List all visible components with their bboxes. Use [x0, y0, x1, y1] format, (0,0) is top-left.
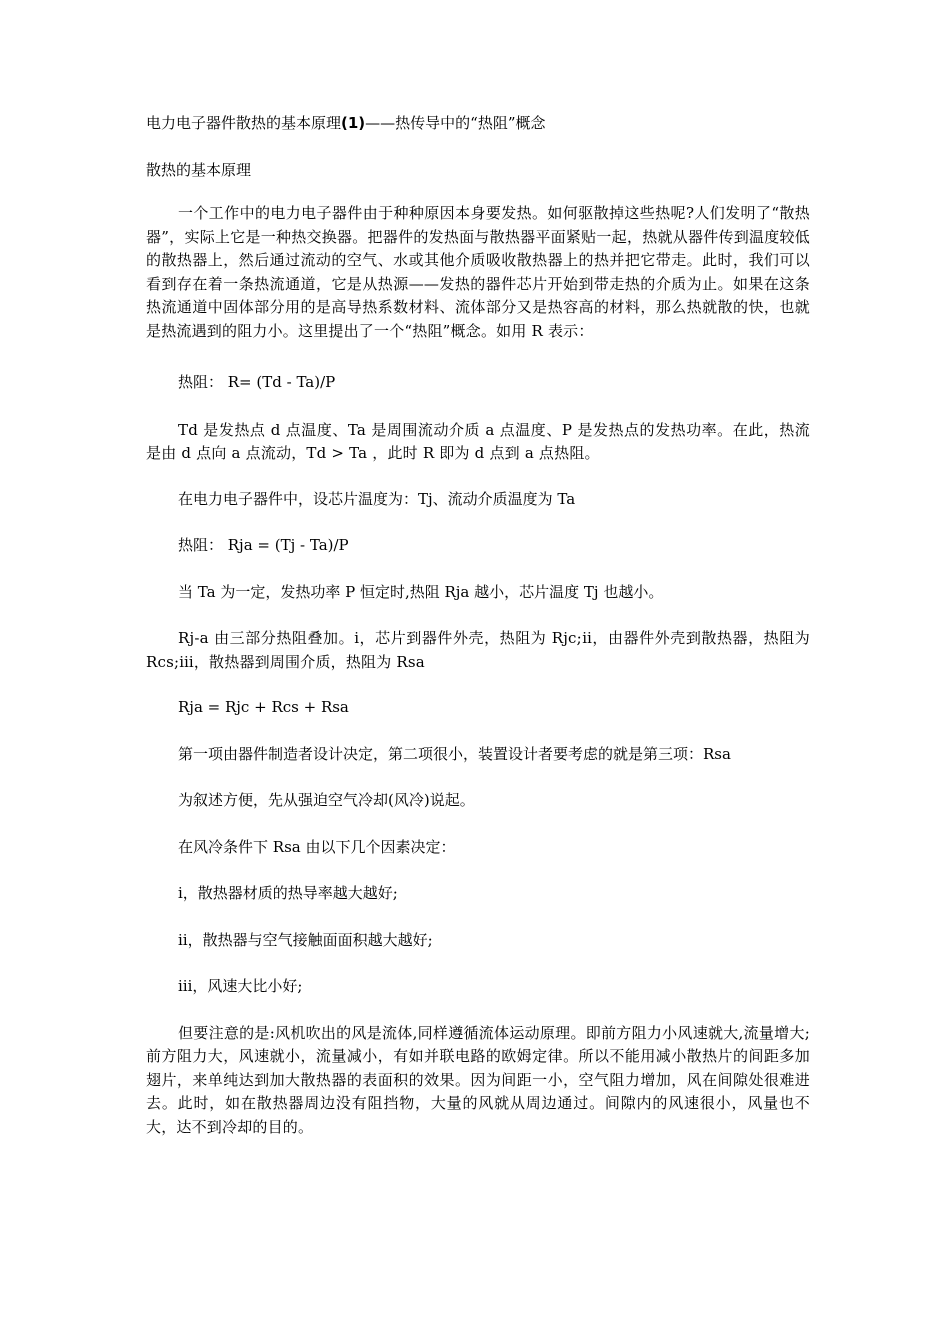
title-number: (1) [341, 114, 366, 132]
formula-thermal-resistance: 热阻： R= (Td - Ta)/P [178, 373, 336, 391]
paragraph-rja-relation: 当 Ta 为一定，发热功率 P 恒定时,热阻 Rja 越小，芯片温度 Tj 也越小。 [178, 582, 664, 601]
paragraph-factors: 在风冷条件下 Rsa 由以下几个因素决定： [178, 837, 456, 856]
document-title [146, 112, 810, 134]
title-suffix: ——热传导中的“热阻”概念 [365, 114, 546, 132]
paragraph-third-term: 第一项由器件制造者设计决定，第二项很小，装置设计者要考虑的就是第三项：Rsa [178, 744, 731, 763]
paragraph-fan-note: 但要注意的是:风机吹出的风是流体,同样遵循流体运动原理。即前方阻力小风速就大,流量增大;前方阻力大，风速就小，流量减小，有如并联电路的欧姆定律。所以不能用减小散热片的间距多加翅片，来单纯达到加大散热器的表面积的效果。因为间距一小，空气阻力增加，风在间隙处很难进去。此时，如在散热器周边没有阻挡物，大量的风就从周边通过。间隙内的风速很小，风量也不大，达不到冷却的目的。 [146, 1023, 810, 1136]
paragraph-forced-air: 为叙述方便，先从强迫空气冷却(风冷)说起。 [178, 791, 475, 809]
formula-rja: 热阻： Rja = (Tj - Ta)/P [178, 536, 349, 554]
paragraph-definition: Td 是发热点 d 点温度、Ta 是周围流动介质 a 点温度、P 是发热点的发热功率。在此，热流是由 d 点向 a 点流动，Td > Ta ，此时 R 即为 d 点到 a 点热阻。 [146, 420, 810, 462]
list-item-2: ⅱ，散热器与空气接触面面积越大越好; [178, 930, 433, 949]
paragraph-three-parts: Rj-a 由三部分热阻叠加。ⅰ，芯片到器件外壳，热阻为 Rjc;ⅱ，由器件外壳到散热器，热阻为 Rcs;ⅲ，散热器到周围介质，热阻为 Rsa [146, 629, 810, 671]
list-item-3: ⅲ，风速大比小好; [178, 977, 303, 995]
title-prefix: 电力电子器件散热的基本原理 [146, 114, 342, 132]
paragraph-intro: 一个工作中的电力电子器件由于种种原因本身要发热。如何驱散掉这些热呢?人们发明了“散热器”，实际上它是一种热交换器。把器件的发热面与散热器平面紧贴一起，热就从器件传到温度较低的散热器上，然后通过流动的空气、水或其他介质吸收散热器上的热并把它带走。此时，我们可以看到存在着一条热流通道，它是从热源——发热的器件芯片开始到带走热的介质为止。如果在这条热流通道中固体部分用的是高导热系数材料、流体部分又是热容高的材料，那么热就散的快，也就是热流遇到的阻力小。这里提出了一个“热阻”概念。如用 R 表示： [146, 204, 810, 340]
document-page [146, 112, 810, 1159]
formula-rja-sum: Rja = Rjc + Rcs + Rsa [178, 698, 349, 716]
section-heading: 散热的基本原理 [146, 161, 252, 179]
list-item-1: ⅰ，散热器材质的热导率越大越好; [178, 884, 398, 902]
paragraph-chip-temperature: 在电力电子器件中，设芯片温度为：Tj、流动介质温度为 Ta [178, 489, 576, 508]
